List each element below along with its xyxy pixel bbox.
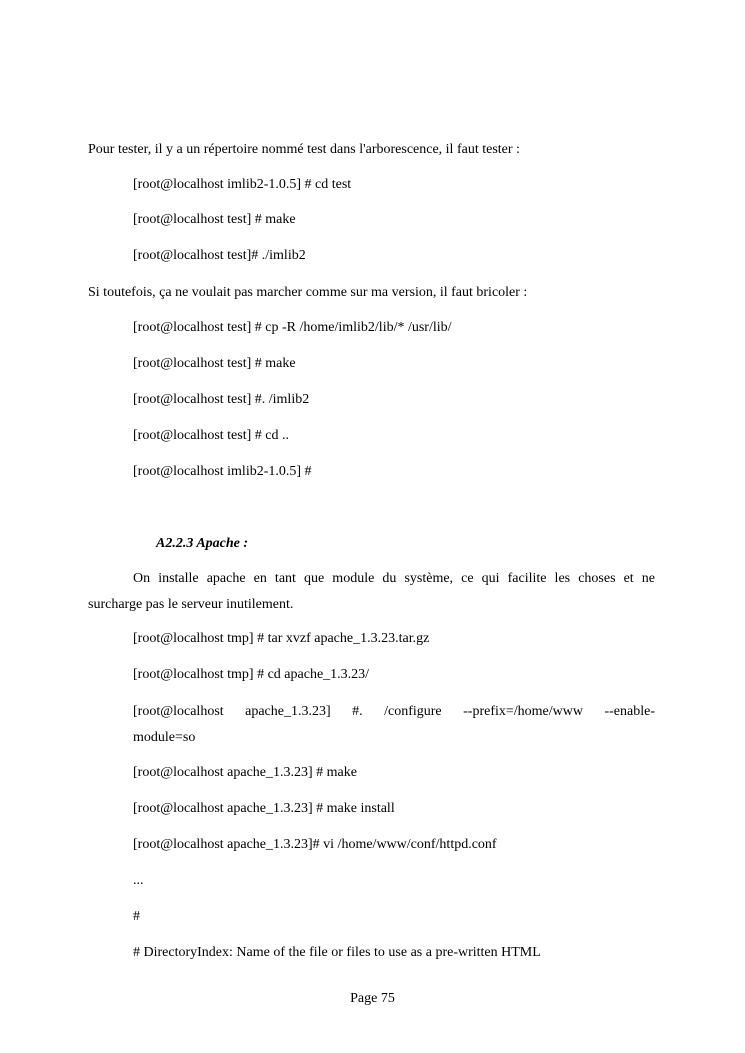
intro-fix-text: Si toutefois, ça ne voulait pas marcher comme sur ma version, il faut bricoler :: [88, 285, 528, 300]
apache-paragraph-line1: On installe apache en tant que module du système, ce qui facilite les choses et ne: [133, 571, 655, 586]
command-line: [root@localhost tmp] # cd apache_1.3.23/: [133, 667, 370, 682]
configure-command-line2: module=so: [133, 730, 196, 745]
command-line: [root@localhost test] # cp -R /home/imlib2/lib/* /usr/lib/: [133, 320, 452, 335]
command-line: [root@localhost test] # cd ..: [133, 428, 289, 443]
command-line: [root@localhost test]# ./imlib2: [133, 248, 306, 263]
comment-line: # DirectoryIndex: Name of the file or files to use as a pre-written HTML: [133, 945, 541, 960]
command-line: [root@localhost apache_1.3.23]# vi /home/www/conf/httpd.conf: [133, 837, 497, 852]
comment-line: #: [133, 909, 140, 924]
command-line: [root@localhost apache_1.3.23] # make: [133, 765, 357, 780]
apache-paragraph-line2: surcharge pas le serveur inutilement.: [88, 597, 294, 612]
command-line: [root@localhost imlib2-1.0.5] #: [133, 464, 312, 479]
command-line: [root@localhost test] # make: [133, 356, 296, 371]
configure-command-line1: [root@localhost apache_1.3.23] #. /configure --prefix=/home/www --enable-: [133, 704, 655, 719]
section-heading: A2.2.3 Apache :: [156, 536, 249, 551]
command-line: [root@localhost apache_1.3.23] # make install: [133, 801, 395, 816]
command-line: [root@localhost imlib2-1.0.5] # cd test: [133, 177, 352, 192]
command-line: [root@localhost test] #. /imlib2: [133, 392, 310, 407]
command-line: [root@localhost test] # make: [133, 212, 296, 227]
ellipsis-line: ...: [133, 873, 144, 888]
command-line: [root@localhost tmp] # tar xvzf apache_1.3.23.tar.gz: [133, 631, 430, 646]
page-number: Page 75: [350, 991, 395, 1006]
intro-test-text: Pour tester, il y a un répertoire nommé test dans l'arborescence, il faut tester :: [88, 142, 520, 157]
